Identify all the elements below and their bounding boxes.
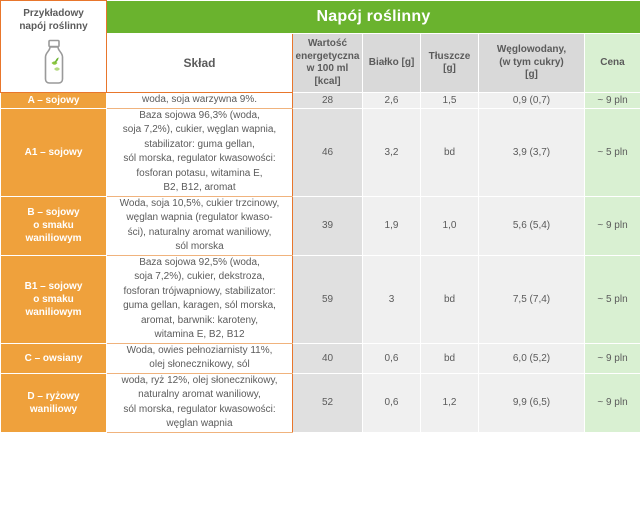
row-protein: 1,9	[363, 196, 421, 255]
ingredients-line: ści), naturalny aromat waniliowy,	[127, 226, 272, 238]
ingredients-line: Baza sojowa 92,5% (woda,	[139, 256, 260, 268]
row-category-line: waniliowym	[25, 306, 82, 318]
row-fat: 1,2	[421, 373, 479, 432]
ingredients-line: soja 7,2%), cukier, węglan wapnia,	[122, 124, 277, 135]
row-category-line: B1 – sojowy	[24, 280, 83, 292]
row-ingredients	[107, 343, 293, 373]
table-row	[1, 196, 640, 255]
row-protein: 3	[363, 255, 421, 343]
row-category	[1, 373, 107, 432]
row-ingredients	[107, 108, 293, 196]
column-header-carbs-line3: [g]	[525, 69, 538, 81]
row-fat: bd	[421, 255, 479, 343]
row-energy: 40	[293, 343, 363, 373]
row-category-line: o smaku	[33, 293, 74, 305]
table-row	[1, 373, 640, 432]
column-header-fat-line2: [g]	[443, 63, 456, 74]
row-category	[1, 343, 107, 373]
row-energy: 39	[293, 196, 363, 255]
row-protein: 2,6	[363, 93, 421, 109]
row-category	[1, 196, 107, 255]
row-fat: 1,0	[421, 196, 479, 255]
column-header-protein: Białko [g]	[363, 34, 421, 93]
ingredients-line: sól morska, regulator kwasowości:	[123, 403, 276, 415]
row-price: ~ 9 pln	[585, 93, 640, 109]
row-energy: 52	[293, 373, 363, 432]
column-header-energy-line2: energetyczna	[295, 50, 360, 62]
row-carbs: 9,9 (6,5)	[479, 373, 585, 432]
row-energy: 28	[293, 93, 363, 109]
row-category-line: B – sojowy	[27, 207, 80, 218]
row-category	[1, 255, 107, 343]
row-category-line: waniliowy	[29, 403, 78, 415]
row-price: ~ 9 pln	[585, 196, 640, 255]
ingredients-line: witamina E, B2, B12	[154, 329, 245, 340]
ingredients-line: guma gellan, karagen, sól morska,	[123, 300, 276, 311]
row-ingredients	[107, 93, 293, 109]
corner-legend-cell	[1, 1, 107, 93]
column-header-energy-line3: w 100 ml [kcal]	[306, 63, 349, 87]
table-row	[1, 108, 640, 196]
row-category-line: o smaku	[33, 220, 74, 231]
ingredients-line: soja 7,2%), cukier, dekstroza,	[134, 271, 265, 282]
table-row	[1, 255, 640, 343]
column-header-ingredients: Skład	[107, 34, 293, 93]
column-header-fat-line1: Tłuszcze	[428, 50, 471, 62]
row-category-line: A1 – sojowy	[24, 146, 83, 158]
row-ingredients	[107, 196, 293, 255]
row-protein: 0,6	[363, 343, 421, 373]
table-row	[1, 343, 640, 373]
row-fat: 1,5	[421, 93, 479, 109]
column-header-energy	[293, 34, 363, 93]
ingredients-line: Woda, owies pełnoziarnisty 11%,	[126, 344, 273, 356]
ingredients-line: aromat, barwnik: karoteny,	[140, 314, 259, 326]
row-price: ~ 9 pln	[585, 343, 640, 373]
ingredients-line: woda, soja warzywna 9%.	[141, 94, 258, 105]
ingredients-line: sól morska, regulator kwasowości:	[123, 153, 276, 164]
row-carbs: 3,9 (3,7)	[479, 108, 585, 196]
ingredients-line: olej słonecznikowy, sól	[149, 359, 250, 370]
row-energy: 59	[293, 255, 363, 343]
ingredients-line: fosforan trójwapniowy, stabilizator:	[123, 285, 276, 297]
column-header-carbs	[479, 34, 585, 93]
row-carbs: 7,5 (7,4)	[479, 255, 585, 343]
row-fat: bd	[421, 343, 479, 373]
row-ingredients	[107, 255, 293, 343]
column-header-energy-line1: Wartość	[307, 38, 348, 49]
ingredients-line: naturalny aromat waniliowy,	[138, 389, 261, 400]
row-category-line: waniliowym	[25, 233, 82, 244]
table-header-row-title	[1, 1, 640, 34]
table-row	[1, 93, 640, 109]
ingredients-line: węglan wapnia	[166, 418, 233, 429]
ingredients-line: Woda, soja 10,5%, cukier trzcinowy,	[119, 197, 280, 209]
row-category	[1, 108, 107, 196]
column-header-fat	[421, 34, 479, 93]
row-category-line: D – ryżowy	[27, 390, 80, 402]
column-header-price: Cena	[585, 34, 640, 93]
ingredients-line: węglan wapnia (regulator kwaso-	[126, 212, 273, 223]
row-carbs: 5,6 (5,4)	[479, 196, 585, 255]
ingredients-line: stabilizator: guma gellan,	[144, 138, 255, 150]
column-header-carbs-line2: (w tym cukry)	[499, 56, 564, 68]
row-category-line: A – sojowy	[27, 94, 80, 106]
ingredients-line: B2, B12, aromat	[163, 182, 236, 193]
row-price: ~ 9 pln	[585, 373, 640, 432]
corner-legend-line1: Przykładowy	[23, 8, 84, 19]
row-category	[1, 93, 107, 109]
row-fat: bd	[421, 108, 479, 196]
column-header-carbs-line1: Węglowodany,	[496, 44, 567, 56]
row-price: ~ 5 pln	[585, 108, 640, 196]
row-protein: 3,2	[363, 108, 421, 196]
row-carbs: 0,9 (0,7)	[479, 93, 585, 109]
ingredients-line: woda, ryż 12%, olej słonecznikowy,	[121, 374, 278, 386]
row-category-line: C – owsiany	[24, 352, 83, 364]
bottle-icon-wrapper	[1, 39, 106, 85]
ingredients-line: Baza sojowa 96,3% (woda,	[139, 109, 260, 121]
ingredients-line: sól morska	[175, 241, 224, 252]
ingredients-line: fosforan potasu, witamina E,	[136, 167, 263, 179]
row-price: ~ 5 pln	[585, 255, 640, 343]
row-carbs: 6,0 (5,2)	[479, 343, 585, 373]
table-main-title: Napój roślinny	[107, 1, 640, 34]
row-protein: 0,6	[363, 373, 421, 432]
bottle-icon	[37, 39, 71, 85]
corner-legend-line2: napój roślinny	[19, 20, 88, 32]
row-energy: 46	[293, 108, 363, 196]
row-ingredients	[107, 373, 293, 432]
corner-legend-title	[1, 8, 106, 33]
